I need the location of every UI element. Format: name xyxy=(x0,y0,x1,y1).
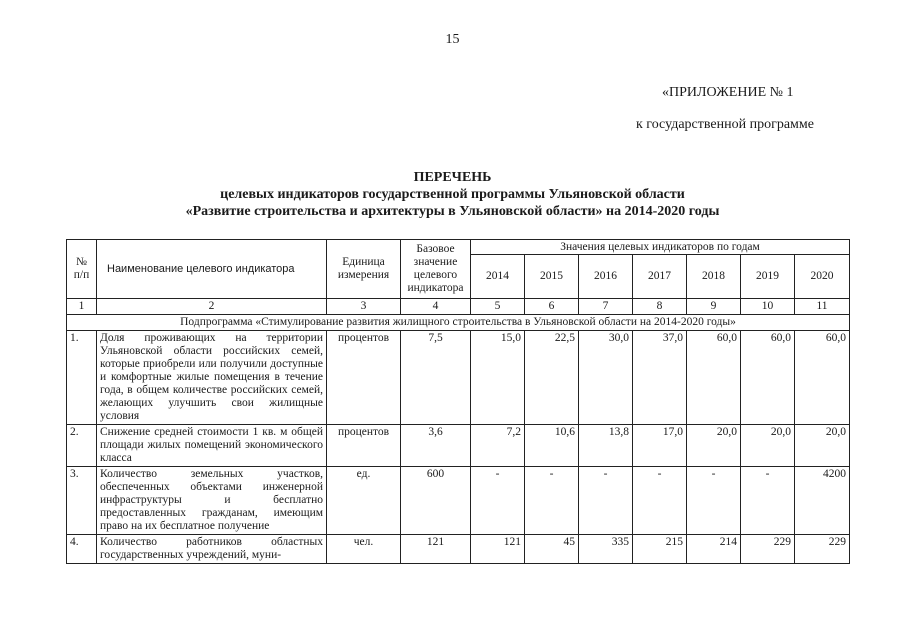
row-unit: чел. xyxy=(327,535,401,564)
row-value: 30,0 xyxy=(579,331,633,425)
column-number: 10 xyxy=(741,299,795,315)
row-num: 3. xyxy=(67,467,97,535)
row-value: - xyxy=(525,467,579,535)
row-value: - xyxy=(471,467,525,535)
row-value: 229 xyxy=(741,535,795,564)
column-number: 3 xyxy=(327,299,401,315)
row-base: 600 xyxy=(401,467,471,535)
column-number: 2 xyxy=(97,299,327,315)
header-year: 2020 xyxy=(795,255,850,299)
row-unit: ед. xyxy=(327,467,401,535)
row-value: 15,0 xyxy=(471,331,525,425)
row-base: 7,5 xyxy=(401,331,471,425)
appendix-subtitle: к государственной программе xyxy=(636,117,814,132)
subprogram-row xyxy=(67,315,850,331)
document-subtitle-line1: целевых индикаторов государственной программы Ульяновской области xyxy=(220,187,685,202)
header-years-group: Значения целевых индикаторов по годам xyxy=(471,240,850,255)
row-num: 1. xyxy=(67,331,97,425)
row-value: 20,0 xyxy=(741,425,795,467)
row-value: 215 xyxy=(633,535,687,564)
table-row xyxy=(67,535,850,564)
row-name: Снижение средней стоимости 1 кв. м общей площади жилых помещений экономического класса xyxy=(97,425,327,467)
row-base: 121 xyxy=(401,535,471,564)
row-name: Количество работников областных государственных учреждений, муни- xyxy=(97,535,327,564)
row-value: - xyxy=(579,467,633,535)
indicators-table xyxy=(66,239,850,564)
row-unit: процентов xyxy=(327,331,401,425)
row-value: - xyxy=(633,467,687,535)
row-value: 13,8 xyxy=(579,425,633,467)
appendix-title: «ПРИЛОЖЕНИЕ № 1 xyxy=(662,85,794,100)
column-number: 6 xyxy=(525,299,579,315)
row-value: 10,6 xyxy=(525,425,579,467)
row-value: 60,0 xyxy=(741,331,795,425)
row-value: - xyxy=(687,467,741,535)
row-value: 20,0 xyxy=(795,425,850,467)
column-number: 5 xyxy=(471,299,525,315)
row-value: 60,0 xyxy=(687,331,741,425)
table-row xyxy=(67,331,850,425)
header-row-top xyxy=(67,240,850,255)
table-row xyxy=(67,425,850,467)
column-number: 11 xyxy=(795,299,850,315)
row-value: 20,0 xyxy=(687,425,741,467)
header-year: 2016 xyxy=(579,255,633,299)
row-value: 17,0 xyxy=(633,425,687,467)
document-title: ПЕРЕЧЕНЬ xyxy=(413,170,492,185)
row-value: 45 xyxy=(525,535,579,564)
row-value: 7,2 xyxy=(471,425,525,467)
row-num: 2. xyxy=(67,425,97,467)
column-number: 7 xyxy=(579,299,633,315)
page-number: 15 xyxy=(445,32,460,47)
header-num: № п/п xyxy=(67,240,97,299)
row-value: 37,0 xyxy=(633,331,687,425)
row-value: - xyxy=(741,467,795,535)
row-name: Доля проживающих на территории Ульяновской области российских семей, которые приобрели или получили доступные и комфортные жилые помещения в течение года, в общем количестве российских семей, желающих улучшить свои жилищные условия xyxy=(97,331,327,425)
header-year: 2019 xyxy=(741,255,795,299)
column-number: 1 xyxy=(67,299,97,315)
table-row xyxy=(67,467,850,535)
row-value: 214 xyxy=(687,535,741,564)
header-base: Базовое значение целевого индикатора xyxy=(401,240,471,299)
row-unit: процентов xyxy=(327,425,401,467)
header-year: 2018 xyxy=(687,255,741,299)
header-unit: Единица измерения xyxy=(327,240,401,299)
column-number-row xyxy=(67,299,850,315)
document-subtitle-line2: «Развитие строительства и архитектуры в Ульяновской области» на 2014-2020 годы xyxy=(185,204,720,219)
row-name: Количество земельных участков, обеспеченных объектами инженерной инфраструктуры и бесплатно предоставленных гражданам, имеющим право на их бесплатное получение xyxy=(97,467,327,535)
subprogram-title: Подпрограмма «Стимулирование развития жилищного строительства в Ульяновской области на 2014-2020 годы» xyxy=(67,315,850,331)
column-number: 9 xyxy=(687,299,741,315)
header-year: 2015 xyxy=(525,255,579,299)
row-value: 4200 xyxy=(795,467,850,535)
row-value: 335 xyxy=(579,535,633,564)
row-base: 3,6 xyxy=(401,425,471,467)
row-value: 121 xyxy=(471,535,525,564)
row-value: 60,0 xyxy=(795,331,850,425)
header-year: 2017 xyxy=(633,255,687,299)
row-value: 22,5 xyxy=(525,331,579,425)
row-num: 4. xyxy=(67,535,97,564)
row-value: 229 xyxy=(795,535,850,564)
header-year: 2014 xyxy=(471,255,525,299)
column-number: 4 xyxy=(401,299,471,315)
header-name: Наименование целевого индикатора xyxy=(97,240,327,299)
column-number: 8 xyxy=(633,299,687,315)
